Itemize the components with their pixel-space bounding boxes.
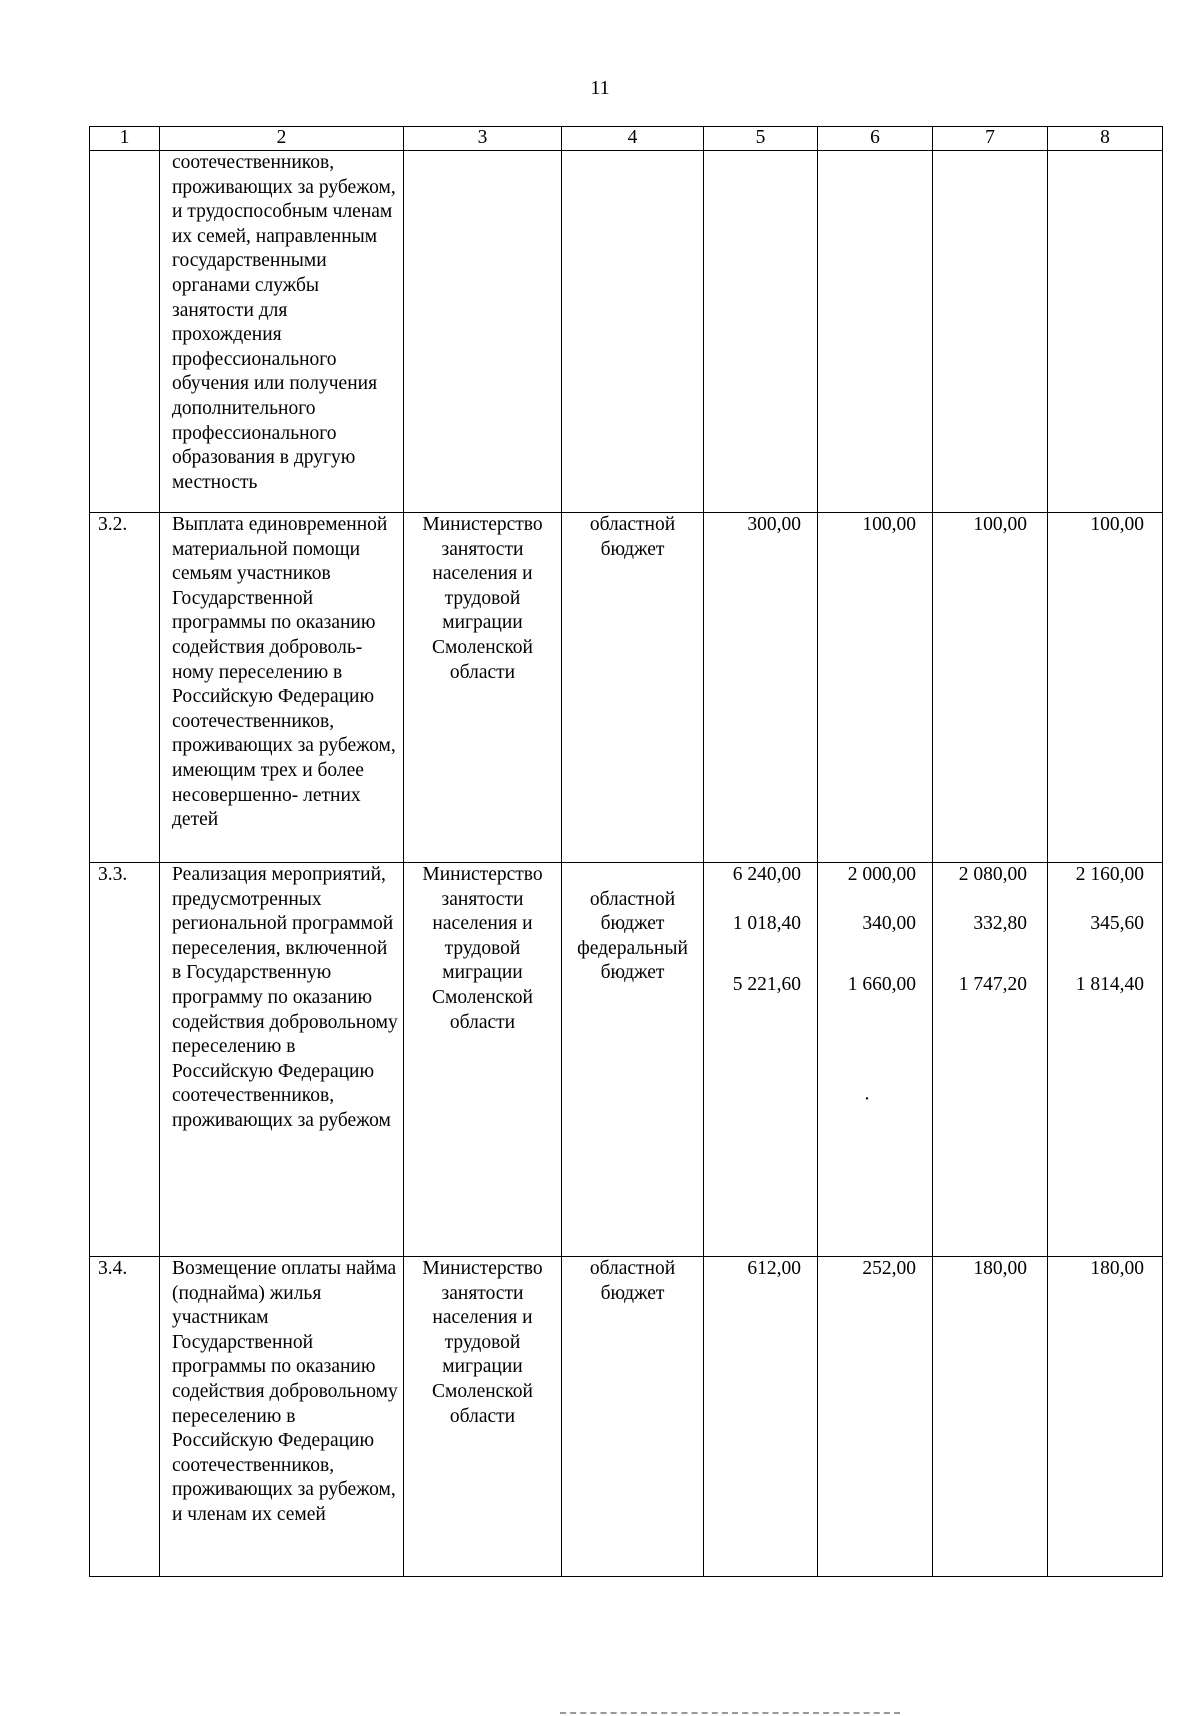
header-col-6: 6 [818, 127, 933, 151]
cell-num: 3.3. [90, 863, 160, 1257]
header-row [90, 127, 1163, 151]
cell-v7: 180,00 [933, 1257, 1048, 1577]
table-row-3-2 [90, 513, 1163, 863]
cell-source: областной бюджет [562, 513, 704, 863]
federal-v6: 1 660,00 [847, 974, 916, 996]
cell-org: Министерство занятости населения и трудовой миграции Смоленской области [404, 513, 562, 863]
header-col-5: 5 [704, 127, 818, 151]
header-col-4: 4 [562, 127, 704, 151]
federal-v5: 5 221,60 [732, 974, 801, 996]
cell-description: Возмещение оплаты найма (поднайма) жилья участникам Государственной программы по оказанию содействия добровольному переселению в Российскую Федерацию соотечественников, проживающих за рубежом, и членам их семей [160, 1257, 404, 1577]
cell-v5 [704, 151, 818, 513]
federal-v7: 1 747,20 [958, 974, 1027, 996]
header-col-2: 2 [160, 127, 404, 151]
cell-org [404, 151, 562, 513]
total-v6: 2 000,00 [847, 864, 916, 885]
cell-v8 [1048, 863, 1163, 1257]
source-federal: федеральный бюджет [577, 937, 688, 984]
page-number: 11 [590, 77, 610, 99]
cell-v8: 100,00 [1048, 513, 1163, 863]
cell-description: соотечественников, проживающих за рубежом, и трудоспособным членам их семей, направленным государственными органами службы занятости для прохождения профессионального обучения или получения дополнительного профессионального образования в другую местность [160, 151, 404, 513]
regional-v7: 332,80 [973, 912, 1027, 934]
cell-num [90, 151, 160, 513]
cell-v5 [704, 863, 818, 1257]
cell-v5: 300,00 [704, 513, 818, 863]
federal-v8: 1 814,40 [1075, 974, 1144, 996]
header-col-1: 1 [90, 127, 160, 151]
stray-mark: · [863, 1088, 871, 1110]
cell-v7 [933, 863, 1048, 1257]
cell-v6: 100,00 [818, 513, 933, 863]
cell-v5: 612,00 [704, 1257, 818, 1577]
cell-v7 [933, 151, 1048, 513]
header-col-3: 3 [404, 127, 562, 151]
scan-artifact-line [560, 1712, 900, 1716]
cell-source [562, 863, 704, 1257]
cell-v6 [818, 863, 933, 1257]
table-row-3-4 [90, 1257, 1163, 1577]
cell-org: Министерство занятости населения и трудовой миграции Смоленской области [404, 1257, 562, 1577]
table-row-3-3 [90, 863, 1163, 1257]
budget-table [89, 126, 1163, 1577]
header-col-7: 7 [933, 127, 1048, 151]
cell-v8 [1048, 151, 1163, 513]
regional-v5: 1 018,40 [732, 912, 801, 934]
source-gap [562, 863, 703, 888]
cell-v7: 100,00 [933, 513, 1048, 863]
source-regional: областной бюджет [589, 888, 676, 935]
cell-description: Реализация мероприятий, предусмотренных региональной программой переселения, включенной в Государственную программу по оказанию содействия добровольному переселению в Российскую Федерацию соотечественников, проживающих за рубежом [160, 863, 404, 1257]
cell-description: Выплата единовременной материальной помощи семьям участников Государственной программы по оказанию содействия доброволь- ному переселению в Российскую Федерацию соотечественников, проживающих за рубежом, имеющим трех и более несовершенно- летних детей [160, 513, 404, 863]
cell-v6: 252,00 [818, 1257, 933, 1577]
cell-source [562, 151, 704, 513]
regional-v6: 340,00 [862, 912, 916, 934]
header-col-8: 8 [1048, 127, 1163, 151]
cell-source: областной бюджет [562, 1257, 704, 1577]
cell-num: 3.2. [90, 513, 160, 863]
total-v8: 2 160,00 [1075, 864, 1144, 885]
total-v5: 6 240,00 [732, 864, 801, 885]
cell-org: Министерство занятости населения и трудовой миграции Смоленской области [404, 863, 562, 1257]
cell-num: 3.4. [90, 1257, 160, 1577]
regional-v8: 345,60 [1090, 912, 1144, 934]
budget-table-container [89, 126, 1162, 1577]
cell-v8: 180,00 [1048, 1257, 1163, 1577]
total-v7: 2 080,00 [958, 864, 1027, 885]
cell-v6 [818, 151, 933, 513]
table-row-continuation [90, 151, 1163, 513]
